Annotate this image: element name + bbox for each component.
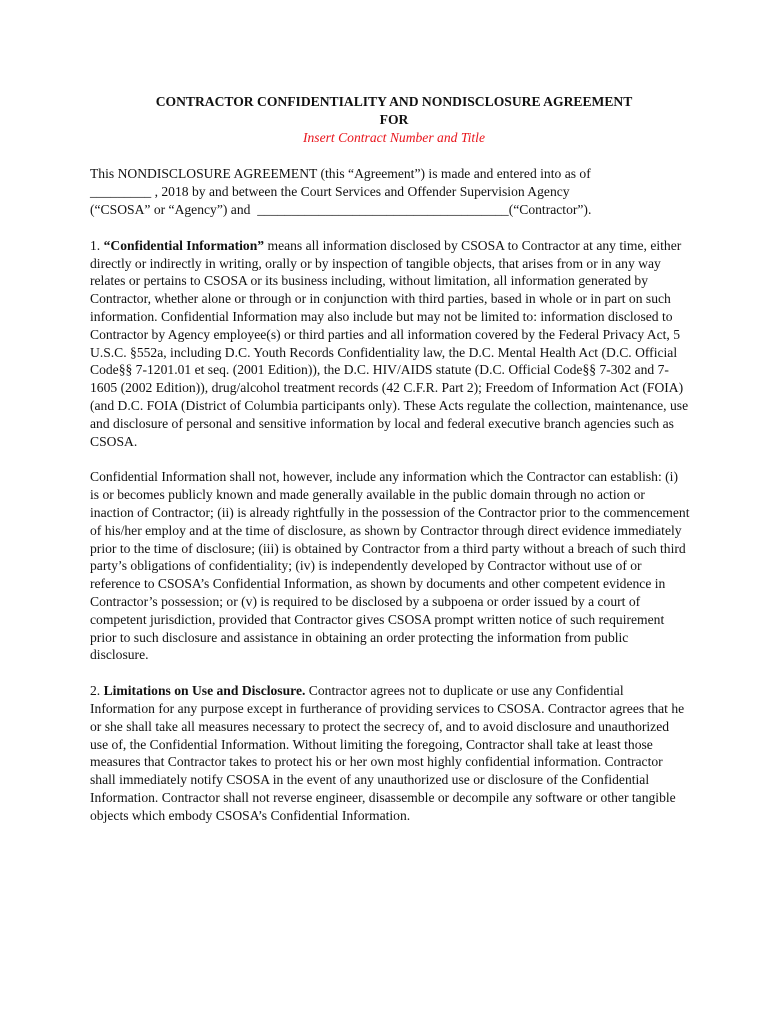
document-body <box>90 93 690 824</box>
section-2-heading: Limitations on Use and Disclosure. <box>103 683 306 699</box>
section-1-number: 1. <box>90 237 104 253</box>
intro-paragraph <box>90 165 690 218</box>
section-2-text <box>90 682 690 824</box>
title-line-2: FOR <box>379 111 409 127</box>
intro-line-2: _________ , 2018 by and between the Court Services and Offender Supervision Agency <box>90 184 570 200</box>
intro-line-3: (“CSOSA” or “Agency”) and _____________________________________(“Contractor”). <box>90 201 592 217</box>
intro-line-1: This NONDISCLOSURE AGREEMENT (this “Agreement”) is made and entered into as of <box>90 166 591 182</box>
section-1-exclusions <box>90 468 690 664</box>
section-1-exclusions-text: Confidential Information shall not, however, include any information which the Contractor can establish: (i) is or becomes publicly known and made generally available in the public domain through no action or inaction of Contractor; (ii) is already rightfully in the possession of the Contractor prior to the commencement of his/her employ and at the time of disclosure, as shown by Contractor through direct evidence immediately prior to the time of disclosure; (iii) is obtained by Contractor from a third party without a breach of such third party’s obligations of confidentiality; (iv) is independently developed by Contractor without use of or reference to CSOSA’s Confidential Information, as shown by documents and other competent evidence in Contractor’s possession; or (v) is required to be disclosed by a subpoena or order issued by a court of competent jurisdiction, provided that Contractor gives CSOSA prompt written notice of such requirement prior to such disclosure and assistance in obtaining an order protecting the information from public disclosure. <box>90 469 690 663</box>
section-1-text <box>90 237 690 451</box>
section-2-number: 2. <box>90 683 104 699</box>
section-1-confidential-information <box>90 237 690 451</box>
section-2-body: Contractor agrees not to duplicate or use any Confidential Information for any purpose except in furtherance of providing services to CSOSA. Contractor agrees that he or she shall take all measures necessary to protect the secrecy of, and to avoid disclosure and unauthorized use of, the Confidential Information. Without limiting the foregoing, Contractor shall take at least those measures that Contractor takes to protect his or her own most highly confidential information. Contractor shall immediately notify CSOSA in the event of any unauthorized use or disclosure of the Confidential Information. Contractor shall not reverse engineer, disassemble or decompile any software or other tangible objects which embody CSOSA’s Confidential Information. <box>90 683 685 823</box>
section-2-limitations <box>90 682 690 824</box>
section-1-heading: “Confidential Information” <box>103 237 265 253</box>
title-line-1: CONTRACTOR CONFIDENTIALITY AND NONDISCLOSURE AGREEMENT <box>155 94 633 109</box>
contract-number-placeholder: Insert Contract Number and Title <box>302 129 485 145</box>
section-1-body: means all information disclosed by CSOSA to Contractor at any time, either directly or indirectly in writing, orally or by inspection of tangible objects, that arises from or in any way relates or pertains to CSOSA or its business including, without limitation, all information generated by Contractor, whether alone or through or in conjunction with third parties, based in whole or in part on such information. Confidential Information may also include but may not be limited to: information disclosed to Contractor by Agency employee(s) or third parties and all information covered by the Federal Privacy Act, 5 U.S.C. §552a, including D.C. Youth Records Confidentiality law, the D.C. Mental Health Act (D.C. Official Code§§ 7-1201.01 et seq. (2001 Edition)), the D.C. HIV/AIDS statute (D.C. Official Code§§ 7-302 and 7-1605 (2002 Edition)), drug/alcohol treatment records (42 C.F.R. Part 2); Freedom of Information Act (FOIA) (and D.C. FOIA (District of Columbia participants only). These Acts regulate the collection, maintenance, use and disclosure of personal and sensitive information by local and federal executive branch agencies such as CSOSA. <box>90 237 689 449</box>
agreement-title <box>86 93 702 146</box>
